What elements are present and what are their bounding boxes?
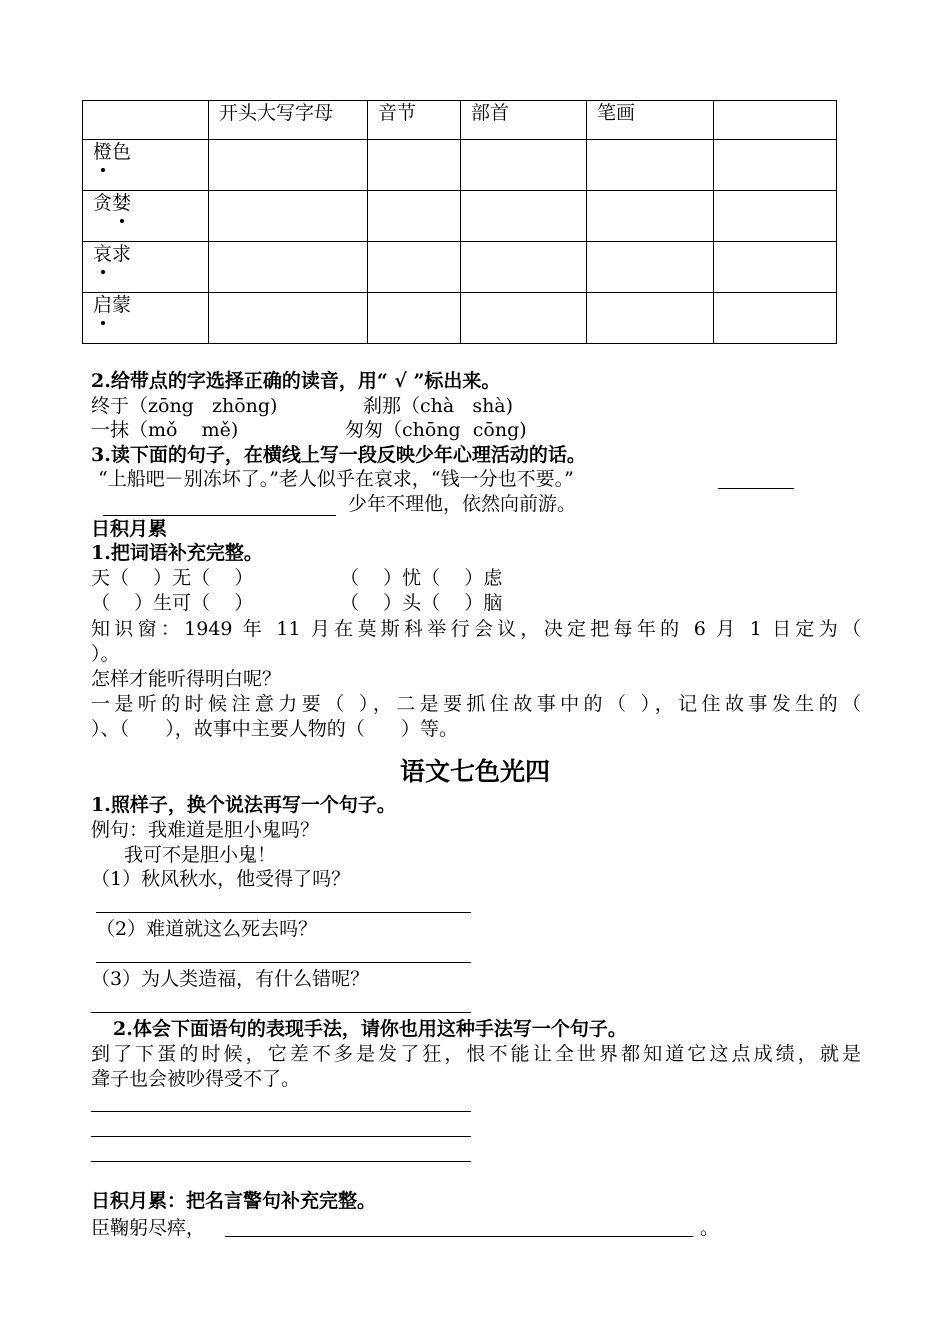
answer-cell[interactable]	[209, 293, 368, 344]
header-cell	[714, 101, 837, 140]
word-cell: 启蒙	[83, 293, 209, 344]
answer-cell[interactable]	[587, 242, 714, 293]
knowledge-line-5: ）、（ ），故事中主要人物的（ ）等。	[91, 718, 458, 740]
s4-q1-title: 1.照样子，换个说法再写一个句子。	[91, 794, 396, 816]
q2-title: 2.给带点的字选择正确的读音，用“ √ ”标出来。	[91, 370, 501, 392]
answer-cell[interactable]	[209, 191, 368, 242]
character-table	[82, 100, 837, 344]
accum-q1-title: 1.把词语补充完整。	[91, 542, 263, 564]
answer-line[interactable]	[96, 912, 471, 913]
knowledge-line-4: 一是听的时候注意力要（ ），二是要抓住故事中的（ ），记住故事发生的（	[91, 693, 861, 715]
s4-q2-line-2: 聋子也会被吵得受不了。	[91, 1068, 301, 1090]
header-cell: 开头大写字母	[209, 101, 368, 140]
accumulation-heading: 日积月累	[91, 518, 168, 540]
dotted-char: 哀	[93, 243, 113, 265]
answer-cell[interactable]	[209, 140, 368, 191]
header-cell: 部首	[461, 101, 587, 140]
answer-cell[interactable]	[461, 140, 587, 191]
word-cell: 哀求	[83, 242, 209, 293]
table-header-row	[83, 101, 837, 140]
answer-cell[interactable]	[714, 191, 837, 242]
answer-cell[interactable]	[461, 293, 587, 344]
s4-q1-part3: （3）为人类造福，有什么错呢？	[91, 968, 370, 990]
answer-cell[interactable]	[714, 242, 837, 293]
answer-cell[interactable]	[368, 140, 461, 191]
q2-item-congcong: 匆匆（chōng cōng)	[345, 419, 527, 441]
answer-cell[interactable]	[209, 242, 368, 293]
answer-cell[interactable]	[714, 293, 837, 344]
idiom-fill-2: （ ）忧（ ）虑	[340, 567, 503, 589]
answer-line[interactable]	[718, 488, 794, 489]
q3-title: 3.读下面的句子，在横线上写一段反映少年心理活动的话。	[91, 444, 586, 466]
s4-q1-part1: （1）秋风秋水，他受得了吗？	[91, 868, 351, 890]
s4-q1-example: 例句：我难道是胆小鬼吗？	[91, 819, 320, 841]
q3-quote: “上船吧－别冻坏了。”老人似乎在哀求，“钱一分也不要。”	[98, 468, 574, 490]
answer-cell[interactable]	[714, 140, 837, 191]
dotted-char: 橙	[93, 141, 113, 163]
q2-item-yimo: 一抹（mǒ mě)	[91, 419, 239, 441]
s4-q1-example-answer: 我可不是胆小鬼！	[124, 844, 277, 866]
answer-cell[interactable]	[461, 242, 587, 293]
answer-cell[interactable]	[368, 242, 461, 293]
s4-q2-line-1: 到了下蛋的时候，它差不多是发了狂，恨不能让全世界都知道它这点成绩，就是	[91, 1043, 861, 1065]
dotted-char: 婪	[112, 192, 132, 214]
answer-cell[interactable]	[587, 191, 714, 242]
knowledge-line-1: 知识窗：1949 年 11 月在莫斯科举行会议，决定把每年的 6 月 1 日定为（	[91, 618, 861, 640]
answer-cell[interactable]	[461, 191, 587, 242]
s4-q1-part2: （2）难道就这么死去吗？	[96, 918, 318, 940]
answer-line[interactable]	[91, 1111, 471, 1112]
maxim-end: 。	[700, 1217, 720, 1239]
table-row	[83, 191, 837, 242]
answer-line[interactable]	[225, 1236, 693, 1237]
maxim-start: 臣鞠躬尽瘁，	[91, 1217, 206, 1239]
answer-line[interactable]	[96, 962, 471, 963]
answer-cell[interactable]	[587, 140, 714, 191]
answer-line[interactable]	[91, 1012, 471, 1013]
idiom-fill-4: （ ）头（ ）脑	[340, 592, 503, 614]
answer-cell[interactable]	[368, 293, 461, 344]
idiom-fill-1: 天（ ）无（ ）	[91, 567, 254, 589]
header-cell: 音节	[368, 101, 461, 140]
accum2-title: 日积月累：把名言警句补充完整。	[91, 1190, 377, 1212]
s4-q2-title: 2.体会下面语句的表现手法，请你也用这种手法写一个句子。	[113, 1018, 627, 1040]
table-row	[83, 293, 837, 344]
knowledge-line-2: ）。	[91, 643, 120, 665]
answer-line[interactable]	[91, 1161, 471, 1162]
q2-item-chana: 刹那（chà shà)	[363, 395, 514, 417]
table-row	[83, 242, 837, 293]
knowledge-line-3: 怎样才能听得明白呢？	[91, 668, 282, 690]
table-row	[83, 140, 837, 191]
q2-item-zhongyu: 终于（zōng zhōng)	[91, 395, 278, 417]
q3-continuation: 少年不理他，依然向前游。	[348, 493, 577, 515]
word-cell: 贪婪	[83, 191, 209, 242]
idiom-fill-3: （ ）生可（ ）	[91, 592, 254, 614]
section-title: 语文七色光四	[399, 757, 550, 786]
header-cell: 笔画	[587, 101, 714, 140]
word-cell: 橙色	[83, 140, 209, 191]
dotted-char: 启	[93, 294, 113, 316]
header-cell	[83, 101, 209, 140]
answer-cell[interactable]	[368, 191, 461, 242]
answer-cell[interactable]	[587, 293, 714, 344]
answer-line[interactable]	[91, 1136, 471, 1137]
answer-line[interactable]	[103, 515, 336, 516]
